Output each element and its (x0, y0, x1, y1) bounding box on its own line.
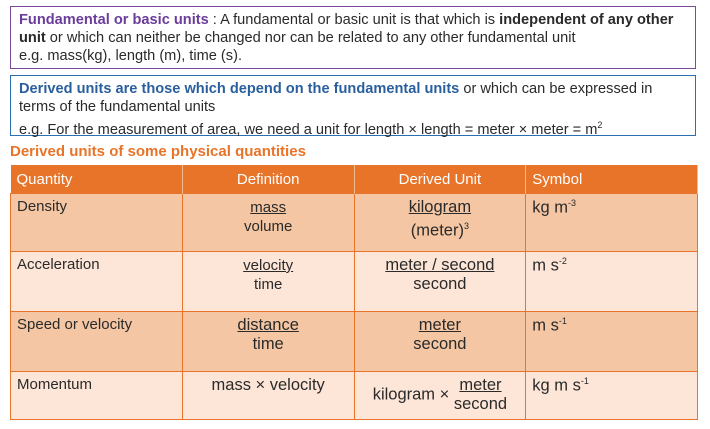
unit-denominator: second (413, 335, 467, 353)
derived-bold: Derived units are those which depend on the fundamental units (19, 81, 460, 97)
derived-example: e.g. For the measurement of area, we need a unit for length × length = meter × meter = m (19, 121, 598, 138)
cell-quantity: Density (11, 194, 183, 252)
cell-definition: mass × velocity (182, 372, 354, 420)
fundamental-example: e.g. mass(kg), length (m), time (s). (19, 48, 243, 64)
cell-quantity: Momentum (11, 372, 183, 420)
fundamental-rest: or which can neither be changed nor can be related to any other fundamental unit (45, 30, 576, 46)
unit-numerator: meter (459, 376, 502, 394)
header-quantity: Quantity (11, 165, 183, 194)
unit-numerator: meter (418, 316, 461, 334)
fundamental-sep: : A fundamental or basic unit is that which is (208, 12, 500, 28)
fundamental-bold: independent of any other unit (19, 12, 674, 46)
derived-units-table (10, 165, 698, 420)
cell-symbol (526, 372, 698, 420)
def-denominator: time (252, 335, 284, 353)
symbol-sup: -1 (558, 316, 567, 326)
symbol-text: m s (532, 256, 559, 275)
symbol-text: kg m s (532, 376, 581, 395)
def-numerator: distance (237, 316, 299, 334)
derived-units-box (10, 75, 696, 136)
section-title: Derived units of some physical quantities (10, 143, 306, 160)
cell-definition (182, 252, 354, 312)
fundamental-term: Fundamental or basic units (19, 12, 209, 28)
unit-denominator: (meter) (410, 221, 464, 240)
table-row (11, 372, 698, 420)
symbol-sup: -1 (580, 376, 589, 386)
cell-definition (182, 312, 354, 372)
derived-rest: or which can be expressed in terms of the fundamental units (19, 81, 653, 115)
def-denominator: volume (243, 218, 293, 235)
table-header-row (11, 165, 698, 194)
header-definition: Definition (182, 165, 354, 194)
def-numerator: velocity (243, 257, 294, 274)
table-row (11, 252, 698, 312)
def-numerator: mass (250, 199, 287, 216)
header-symbol: Symbol (526, 165, 698, 194)
symbol-sup: -3 (568, 198, 577, 208)
unit-denominator: second (413, 275, 467, 293)
unit-denominator: second (453, 395, 508, 413)
header-derived-unit: Derived Unit (354, 165, 526, 194)
derived-example-sup: 2 (597, 120, 603, 130)
unit-numerator: kilogram (408, 198, 472, 216)
def-denominator: time (253, 276, 283, 293)
cell-derived-unit (354, 252, 526, 312)
table-row (11, 194, 698, 252)
symbol-text: m s (532, 316, 559, 335)
cell-derived-unit (354, 372, 526, 420)
cell-derived-unit (354, 194, 526, 252)
cell-derived-unit (354, 312, 526, 372)
cell-quantity: Speed or velocity (11, 312, 183, 372)
unit-prefix: kilogram × (372, 385, 454, 404)
cell-symbol (526, 194, 698, 252)
unit-numerator: meter / second (385, 256, 495, 274)
table-row (11, 312, 698, 372)
symbol-text: kg m (532, 198, 569, 217)
symbol-sup: -2 (558, 256, 567, 266)
unit-denominator-sup: 3 (463, 221, 469, 231)
cell-symbol (526, 312, 698, 372)
cell-quantity: Acceleration (11, 252, 183, 312)
cell-definition (182, 194, 354, 252)
fundamental-units-box (10, 6, 696, 69)
cell-symbol (526, 252, 698, 312)
